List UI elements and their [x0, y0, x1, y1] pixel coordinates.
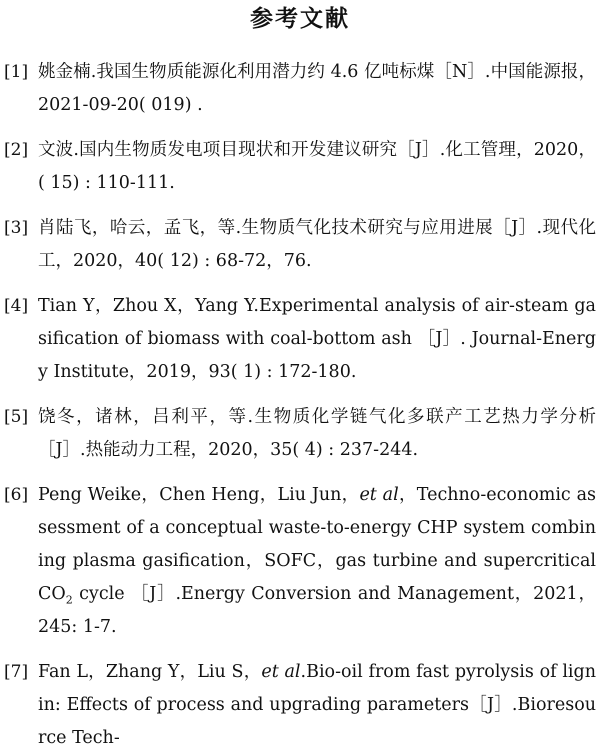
reference-text-part: Tian Y，Zhou X，Yang Y.Experimental analysis of air-steam gasification of biomass with coal-bottom ash ［J］. Journal-Energy Institute，2019，93( 1) : 172-180. [38, 296, 596, 382]
reference-text-part: ，Techno-economic assessment of a conceptual waste-to-energy CHP system combining plasma gasification，SOFC，gas turbine and supercritical CO [38, 485, 596, 604]
reference-text-part: 肖陆飞，哈云，孟飞，等.生物质气化技术研究与应用进展［J］.现代化工，2020，40( 12) : 68-72，76. [38, 218, 596, 271]
reference-text-part: 文波.国内生物质发电项目现状和开发建议研究［J］.化工管理，2020，( 15) : 110-111. [38, 140, 596, 193]
reference-text [38, 56, 596, 122]
subscript-text: 2 [65, 593, 73, 607]
italic-text: et al [359, 485, 399, 505]
reference-text [38, 134, 596, 200]
reference-number: [5] [4, 407, 29, 427]
reference-number: [2] [4, 140, 29, 160]
reference-text-part: Peng Weike，Chen Heng，Liu Jun， [38, 485, 360, 505]
reference-text-part: cycle ［J］.Energy Conversion and Management，2021，245: 1-7. [38, 584, 596, 637]
reference-entry [4, 56, 596, 122]
reference-entry [4, 212, 596, 278]
reference-text [38, 656, 596, 755]
reference-text-part: .Bio-oil from fast pyrolysis of lignin: Effects of process and upgrading parameters［J］.Bioresource Tech- [38, 662, 597, 748]
reference-entry [4, 290, 596, 389]
reference-entry [4, 134, 596, 200]
references-heading: 参考文献 [250, 5, 350, 32]
reference-number: [6] [4, 485, 29, 505]
reference-text-part: Fan L，Zhang Y，Liu S， [38, 662, 262, 682]
italic-text: et al [261, 662, 301, 682]
reference-entry [4, 479, 596, 644]
reference-number: [4] [4, 296, 29, 316]
reference-text-part: 姚金楠.我国生物质能源化利用潜力约 4.6 亿吨标煤［N］.中国能源报，2021-09-20( 019) . [38, 62, 596, 115]
reference-entry [4, 656, 596, 755]
reference-number: [1] [4, 62, 29, 82]
reference-number: [7] [4, 662, 29, 682]
reference-entry [4, 401, 596, 467]
reference-text-part: 饶冬，诸林，吕利平，等.生物质化学链气化多联产工艺热力学分析［J］.热能动力工程，2020，35( 4) : 237-244. [38, 407, 596, 460]
reference-text [38, 212, 596, 278]
reference-number: [3] [4, 218, 29, 238]
reference-text [38, 401, 596, 467]
reference-text [38, 290, 596, 389]
reference-list [4, 56, 596, 755]
reference-text [38, 479, 596, 644]
